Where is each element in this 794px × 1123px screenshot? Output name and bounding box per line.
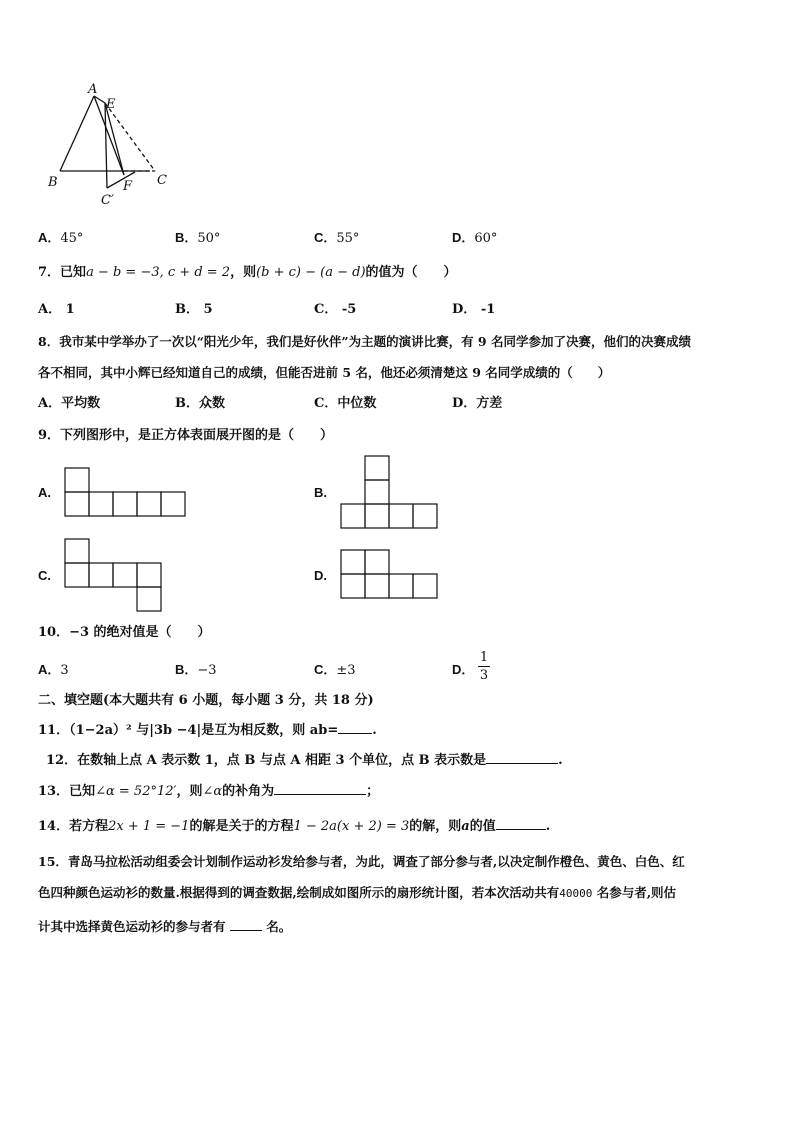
q10-stem: 10．−3 的绝对值是（ ） xyxy=(38,625,211,640)
q7-stem xyxy=(38,265,457,281)
q11: 11．（1−2a）² 与|3b −4|是互为相反数，则 ab= . xyxy=(38,720,377,739)
q11-text: 11．（1−2a）² 与|3b −4|是互为相反数，则 ab= xyxy=(38,723,339,738)
q7-expression: (b + c) − (a − d) xyxy=(256,265,366,280)
q8-option-c: C．中位数 xyxy=(314,396,377,411)
q10-option-d: D． xyxy=(452,662,475,677)
q6-option-c xyxy=(314,230,359,247)
q9-net-a xyxy=(64,467,188,517)
q8-option-b: B．众数 xyxy=(175,396,226,411)
q9-net-b xyxy=(340,455,440,531)
triangle-figure xyxy=(40,80,180,210)
q14-equation-1: 2x + 1 = −1 xyxy=(108,819,190,834)
section-2-heading: 二、填空题(本大题共有 6 小题，每小题 3 分，共 18 分) xyxy=(38,693,374,708)
q7-mid: ，则 xyxy=(230,265,257,280)
label-a: A xyxy=(88,82,98,97)
label-f: F xyxy=(123,179,133,194)
q6-option-a-text: 45° xyxy=(60,231,84,246)
q6-option-c-text: 55° xyxy=(336,231,360,246)
q15-participant-count: 40000 xyxy=(559,887,593,900)
q9-option-b-label: B. xyxy=(314,485,327,500)
q15-line-2: 色四种颜色运动衫的数量.根据得到的调查数据,绘制成如图所示的扇形统计图，若本次活动共有40000 名参与者,则估 xyxy=(38,885,677,900)
q7-option-a: A． 1 xyxy=(38,302,75,317)
dashed-ec xyxy=(105,103,155,171)
q7-option-b: B． 5 xyxy=(175,302,213,317)
q6-option-c-letter: C． xyxy=(314,230,337,245)
q14-equation-2: 1 − 2a(x + 2) = 3 xyxy=(293,819,410,834)
q7-pre: 已知 xyxy=(60,265,87,280)
q12-text: 12．在数轴上点 A 表示数 1，点 B 与点 A 相距 3 个单位，点 B 表示数是 xyxy=(46,753,487,768)
side-ab xyxy=(60,96,94,171)
q7-option-c: C． -5 xyxy=(314,302,357,317)
q15-line-3: 计其中选择黄色运动衫的参与者有 名。 xyxy=(38,919,292,934)
q9-option-d-label: D. xyxy=(314,568,327,583)
q6-option-b-text: 50° xyxy=(197,231,221,246)
q6-option-b xyxy=(175,230,220,247)
q7-post: 的值为（ ） xyxy=(365,265,457,280)
label-b: B xyxy=(48,175,58,190)
q10-fraction-numerator: 1 xyxy=(479,650,489,665)
q6-option-d-text: 60° xyxy=(474,231,498,246)
q7-option-d: D． -1 xyxy=(452,302,496,317)
q14-answer-blank[interactable] xyxy=(496,816,546,830)
q12-answer-blank[interactable] xyxy=(486,750,558,764)
q8-line-2: 各不相同，其中小辉已经知道自己的成绩，但能否进前 5 名，他还必须清楚这 9 名同学成绩的（ ） xyxy=(38,365,611,380)
q12: 12．在数轴上点 A 表示数 1，点 B 与点 A 相距 3 个单位，点 B 表示数是 . xyxy=(46,750,563,769)
label-e: E xyxy=(106,97,116,112)
q8-option-a: A．平均数 xyxy=(38,396,101,411)
q6-option-b-letter: B． xyxy=(175,230,198,245)
q6-option-a xyxy=(38,230,83,247)
q10-fraction-denominator: 3 xyxy=(479,668,489,683)
q14: 14．若方程2x + 1 = −1的解是关于的方程1 − 2a(x + 2) = 3的解，则a的值 . xyxy=(38,816,550,835)
q9-net-c xyxy=(64,538,164,614)
side-ef xyxy=(105,103,124,175)
q10-fraction xyxy=(478,650,490,683)
q10-option-c: C．±3 xyxy=(314,662,356,678)
q8-option-d: D．方差 xyxy=(452,396,503,411)
q6-option-d xyxy=(452,230,497,247)
q13: 13．已知∠α = 52°12′，则∠α的补角为 ； xyxy=(38,781,379,800)
side-ec-prime xyxy=(105,103,107,188)
label-c-prime: C′ xyxy=(101,193,114,208)
q6-option-d-letter: D． xyxy=(452,230,475,245)
q9-stem: 9．下列图形中，是正方体表面展开图的是（ ） xyxy=(38,428,334,443)
q9-net-d xyxy=(340,549,440,601)
label-c: C xyxy=(157,173,167,188)
q9-option-c-label: C. xyxy=(38,568,51,583)
q15-answer-blank[interactable] xyxy=(230,917,262,931)
q15-line-1: 15．青岛马拉松活动组委会计划制作运动衫发给参与者，为此，调查了部分参与者,以决定制作橙色、黄色、白色、红 xyxy=(38,854,685,869)
q13-answer-blank[interactable] xyxy=(274,781,366,795)
q6-option-a-letter: A． xyxy=(38,230,61,245)
q10-option-a: A．3 xyxy=(38,662,69,678)
q8-line-1: 8．我市某中学举办了一次以“阳光少年，我们是好伙伴”为主题的演讲比赛，有 9 名同学参加了决赛，他们的决赛成绩 xyxy=(38,334,691,349)
q7-num: 7． xyxy=(38,265,61,280)
q9-option-a-label: A. xyxy=(38,485,51,500)
q11-answer-blank[interactable] xyxy=(338,720,372,734)
q7-condition: a − b = −3, c + d = 2 xyxy=(86,265,231,280)
q10-option-b: B．−3 xyxy=(175,662,217,678)
q13-angle: ∠α = 52°12′ xyxy=(95,784,177,799)
